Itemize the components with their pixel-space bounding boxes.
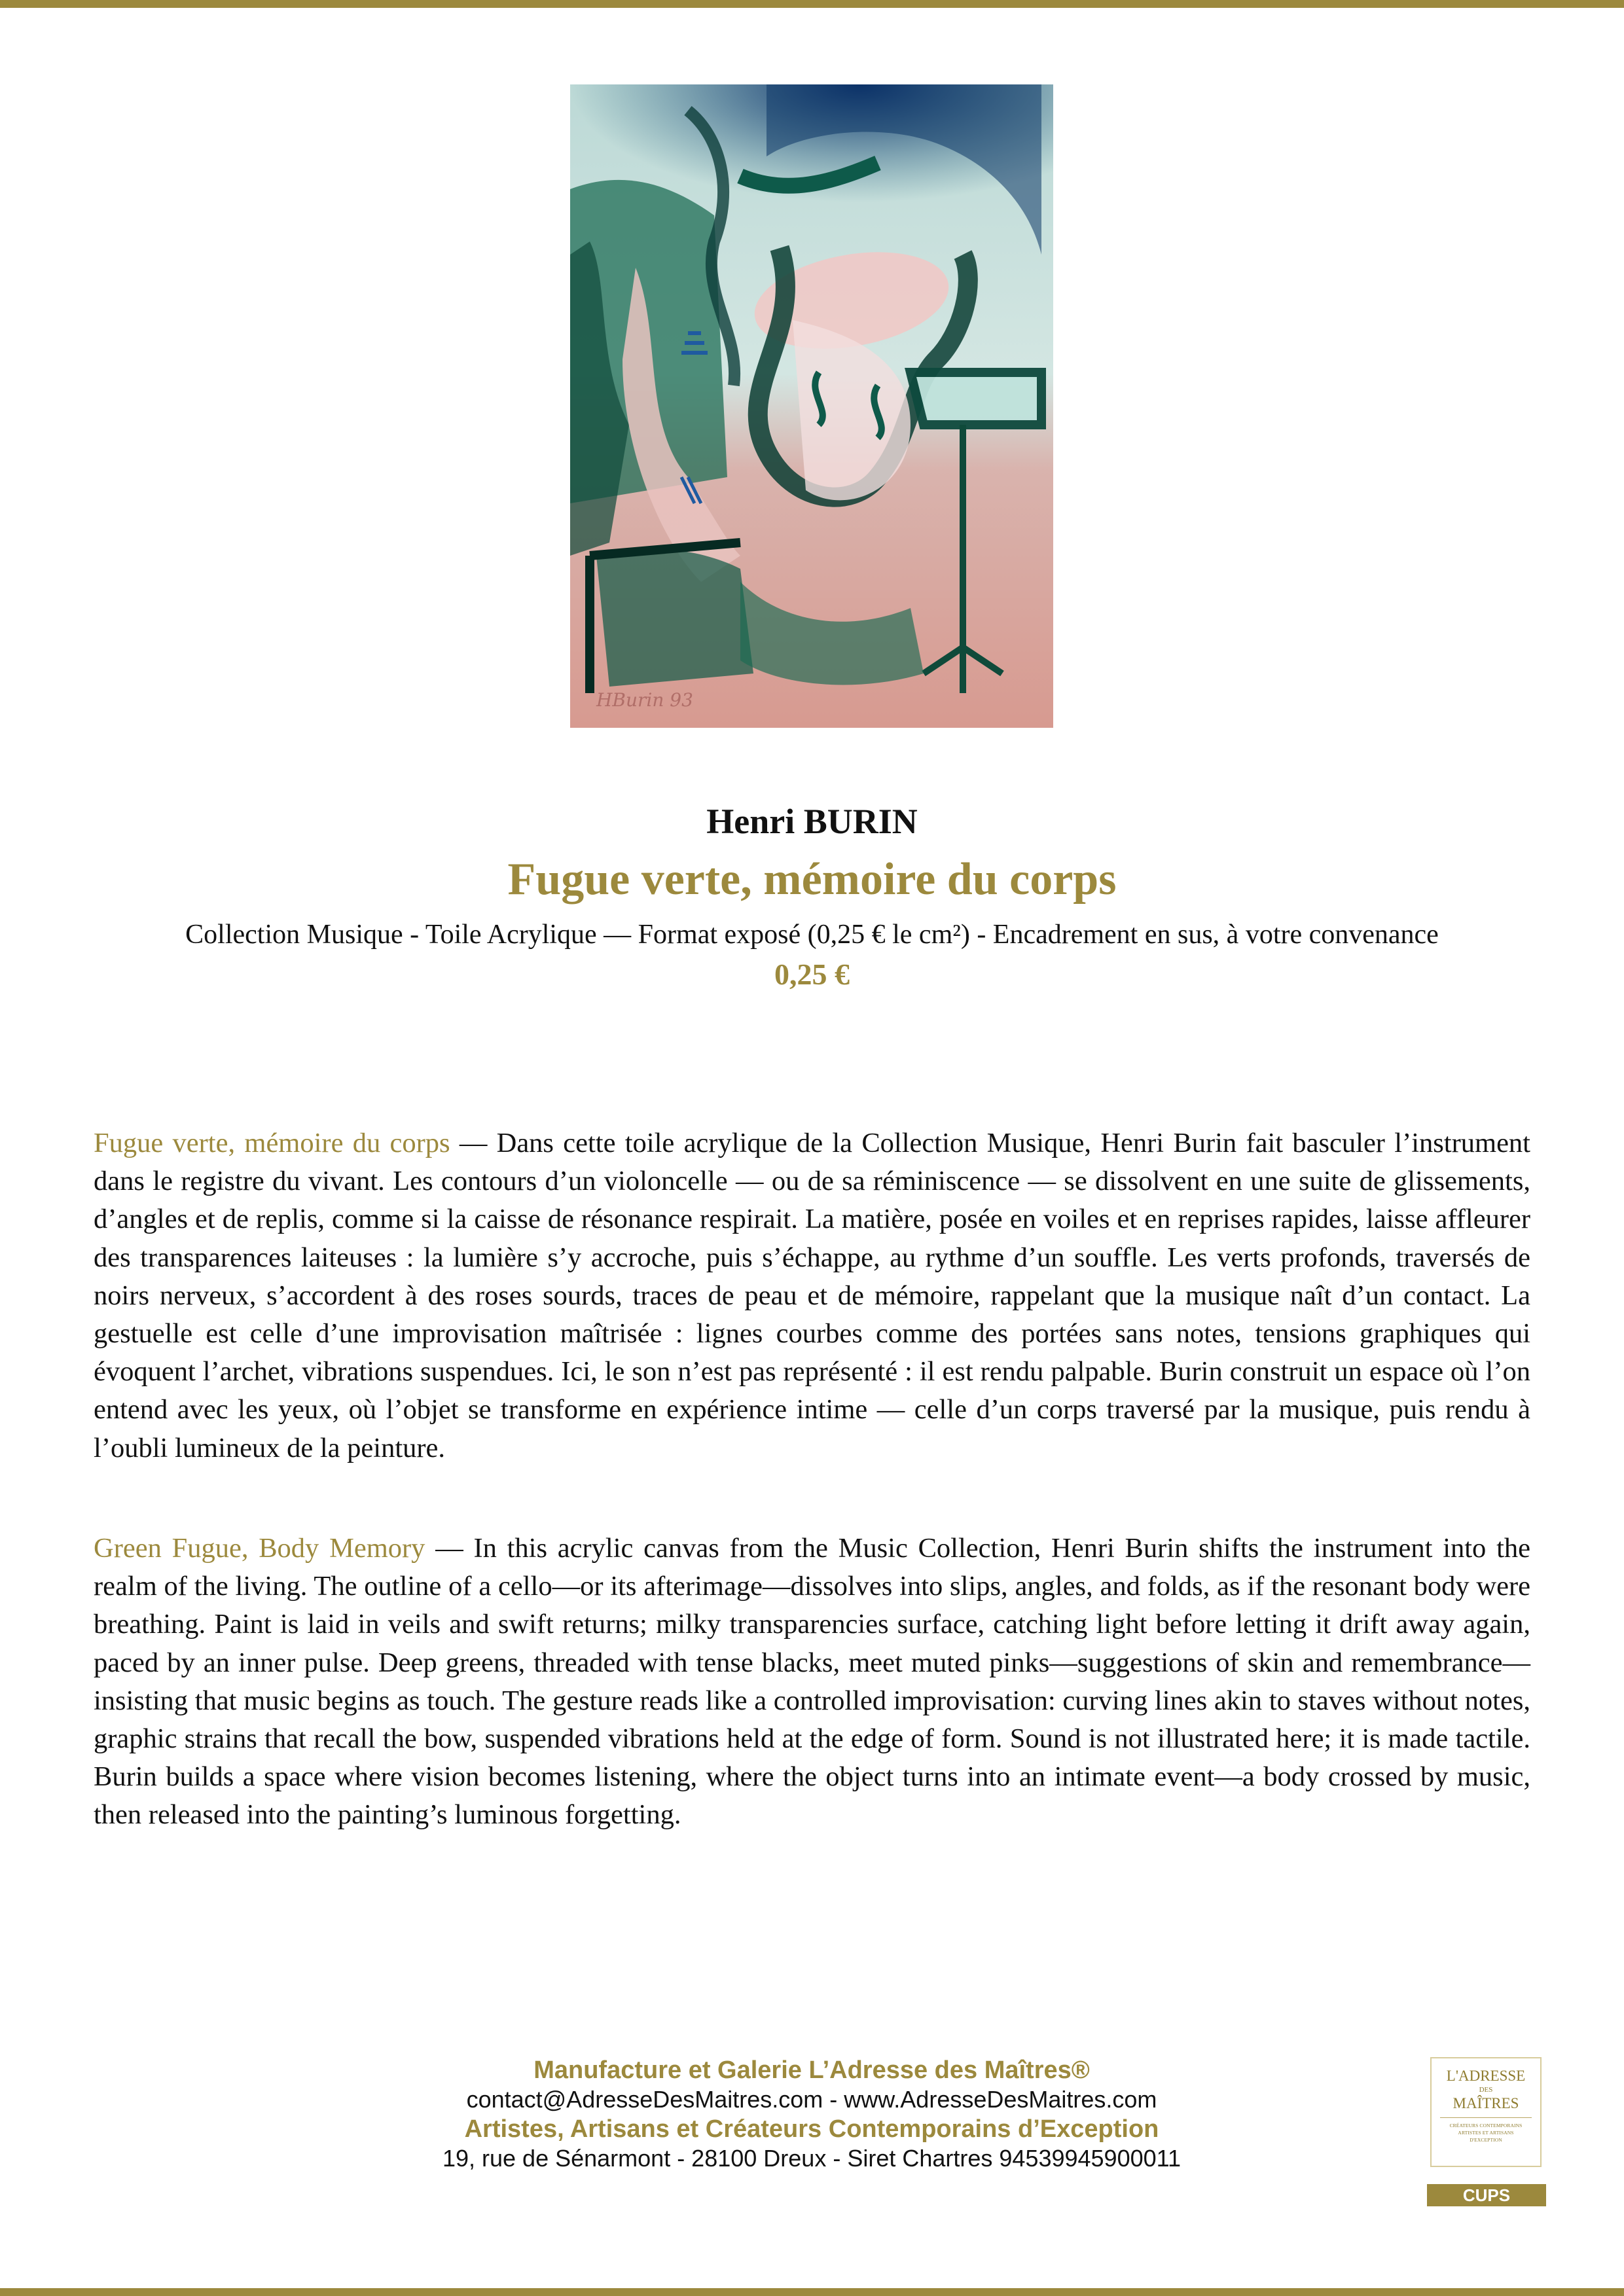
description-english-lead: Green Fugue, Body Memory	[94, 1533, 425, 1564]
artist-name: Henri BURIN	[706, 802, 918, 841]
footer-tagline: Artistes, Artisans et Créateurs Contemporains d’Exception	[464, 2115, 1159, 2143]
description-french-body: — Dans cette toile acrylique de la Collection Musique, Henri Burin fait basculer l’instrument dans le registre du vivant. Les contours d’un violoncelle — ou de sa réminiscence — se dissolvent en une suite de glissements, d’angles et de replis, comme si la caisse de résonance respirait. La matière, posée en voiles et en reprises rapides, laisse affleurer des transparences laiteuses : la lumière s’y accroche, puis s’échappe, au rythme d’un souffle. Les verts profonds, traversés de noirs nerveux, s’accordent à des roses sourds, traces de peau et de mémoire, rappelant que la musique naît d’un contact. La gestuelle est celle d’une improvisation maîtrisée : lignes courbes comme des portées sans notes, tensions graphiques qui évoquent l’archet, vibrations suspendues. Ici, le son n’est pas représenté : il est rendu palpable. Burin construit un espace où l’on entend avec les yeux, où l’objet se transforme en expérience intime — celle d’un corps traversé par la musique, puis rendu à l’oubli lumineux de la peinture.	[94, 1128, 1530, 1463]
gallery-logo	[1430, 2057, 1542, 2167]
footer-company: Manufacture et Galerie L’Adresse des Maîtres®	[533, 2056, 1090, 2084]
description-english-body: — In this acrylic canvas from the Music Collection, Henri Burin shifts the instrument into the realm of the living. The outline of a cello—or its afterimage—dissolves into slips, angles, and folds, as if the resonant body were breathing. Paint is laid in veils and swift returns; milky transparencies surface, catching light before letting it drift away again, paced by an inner pulse. Deep greens, threaded with tense blacks, meet muted pinks—suggestions of skin and remembrance—insisting that music begins as touch. The gesture reads like a controlled improvisation: curving lines akin to staves without notes, graphic strains that recall the bow, suspended vibrations held at the edge of form. Sound is not illustrated here; it is made tactile. Burin builds a space where vision becomes listening, where the object turns into an intimate event—a body crossed by music, then released into the painting’s luminous forgetting.	[94, 1533, 1530, 1831]
logo-line-1: L'ADRESSE	[1446, 2068, 1526, 2084]
top-border	[0, 0, 1624, 8]
logo-line-2: DES	[1479, 2086, 1493, 2094]
footer-contact[interactable]: contact@AdresseDesMaitres.com - www.AdresseDesMaitres.com	[466, 2086, 1157, 2113]
description-french-lead: Fugue verte, mémoire du corps	[94, 1128, 450, 1158]
artwork-title: Fugue verte, mémoire du corps	[507, 854, 1117, 905]
logo-small-1: CRÉATEURS CONTEMPORAINS	[1449, 2123, 1523, 2128]
logo-divider	[1440, 2117, 1532, 2118]
cups-badge: CUPS	[1427, 2184, 1546, 2206]
footer	[367, 2055, 1257, 2173]
artwork-image	[570, 84, 1053, 728]
artwork-price: 0,25 €	[774, 958, 850, 991]
logo-small-3: D'EXCEPTION	[1470, 2137, 1502, 2143]
footer-address: 19, rue de Sénarmont - 28100 Dreux - Siret Chartres 94539945900011	[442, 2145, 1182, 2172]
description-french	[94, 1124, 1530, 1467]
logo-small-2: ARTISTES ET ARTISANS	[1458, 2130, 1514, 2136]
logo-line-3: MAÎTRES	[1453, 2095, 1519, 2111]
artwork-subtitle: Collection Musique - Toile Acrylique — Format exposé (0,25 € le cm²) - Encadrement en sus, à votre convenance	[185, 920, 1439, 950]
painting-illustration	[570, 84, 1053, 728]
bottom-border	[0, 2288, 1624, 2296]
artwork-signature: HBurin 93	[596, 689, 693, 711]
description-english	[94, 1530, 1530, 1835]
artwork-header	[0, 795, 1624, 994]
